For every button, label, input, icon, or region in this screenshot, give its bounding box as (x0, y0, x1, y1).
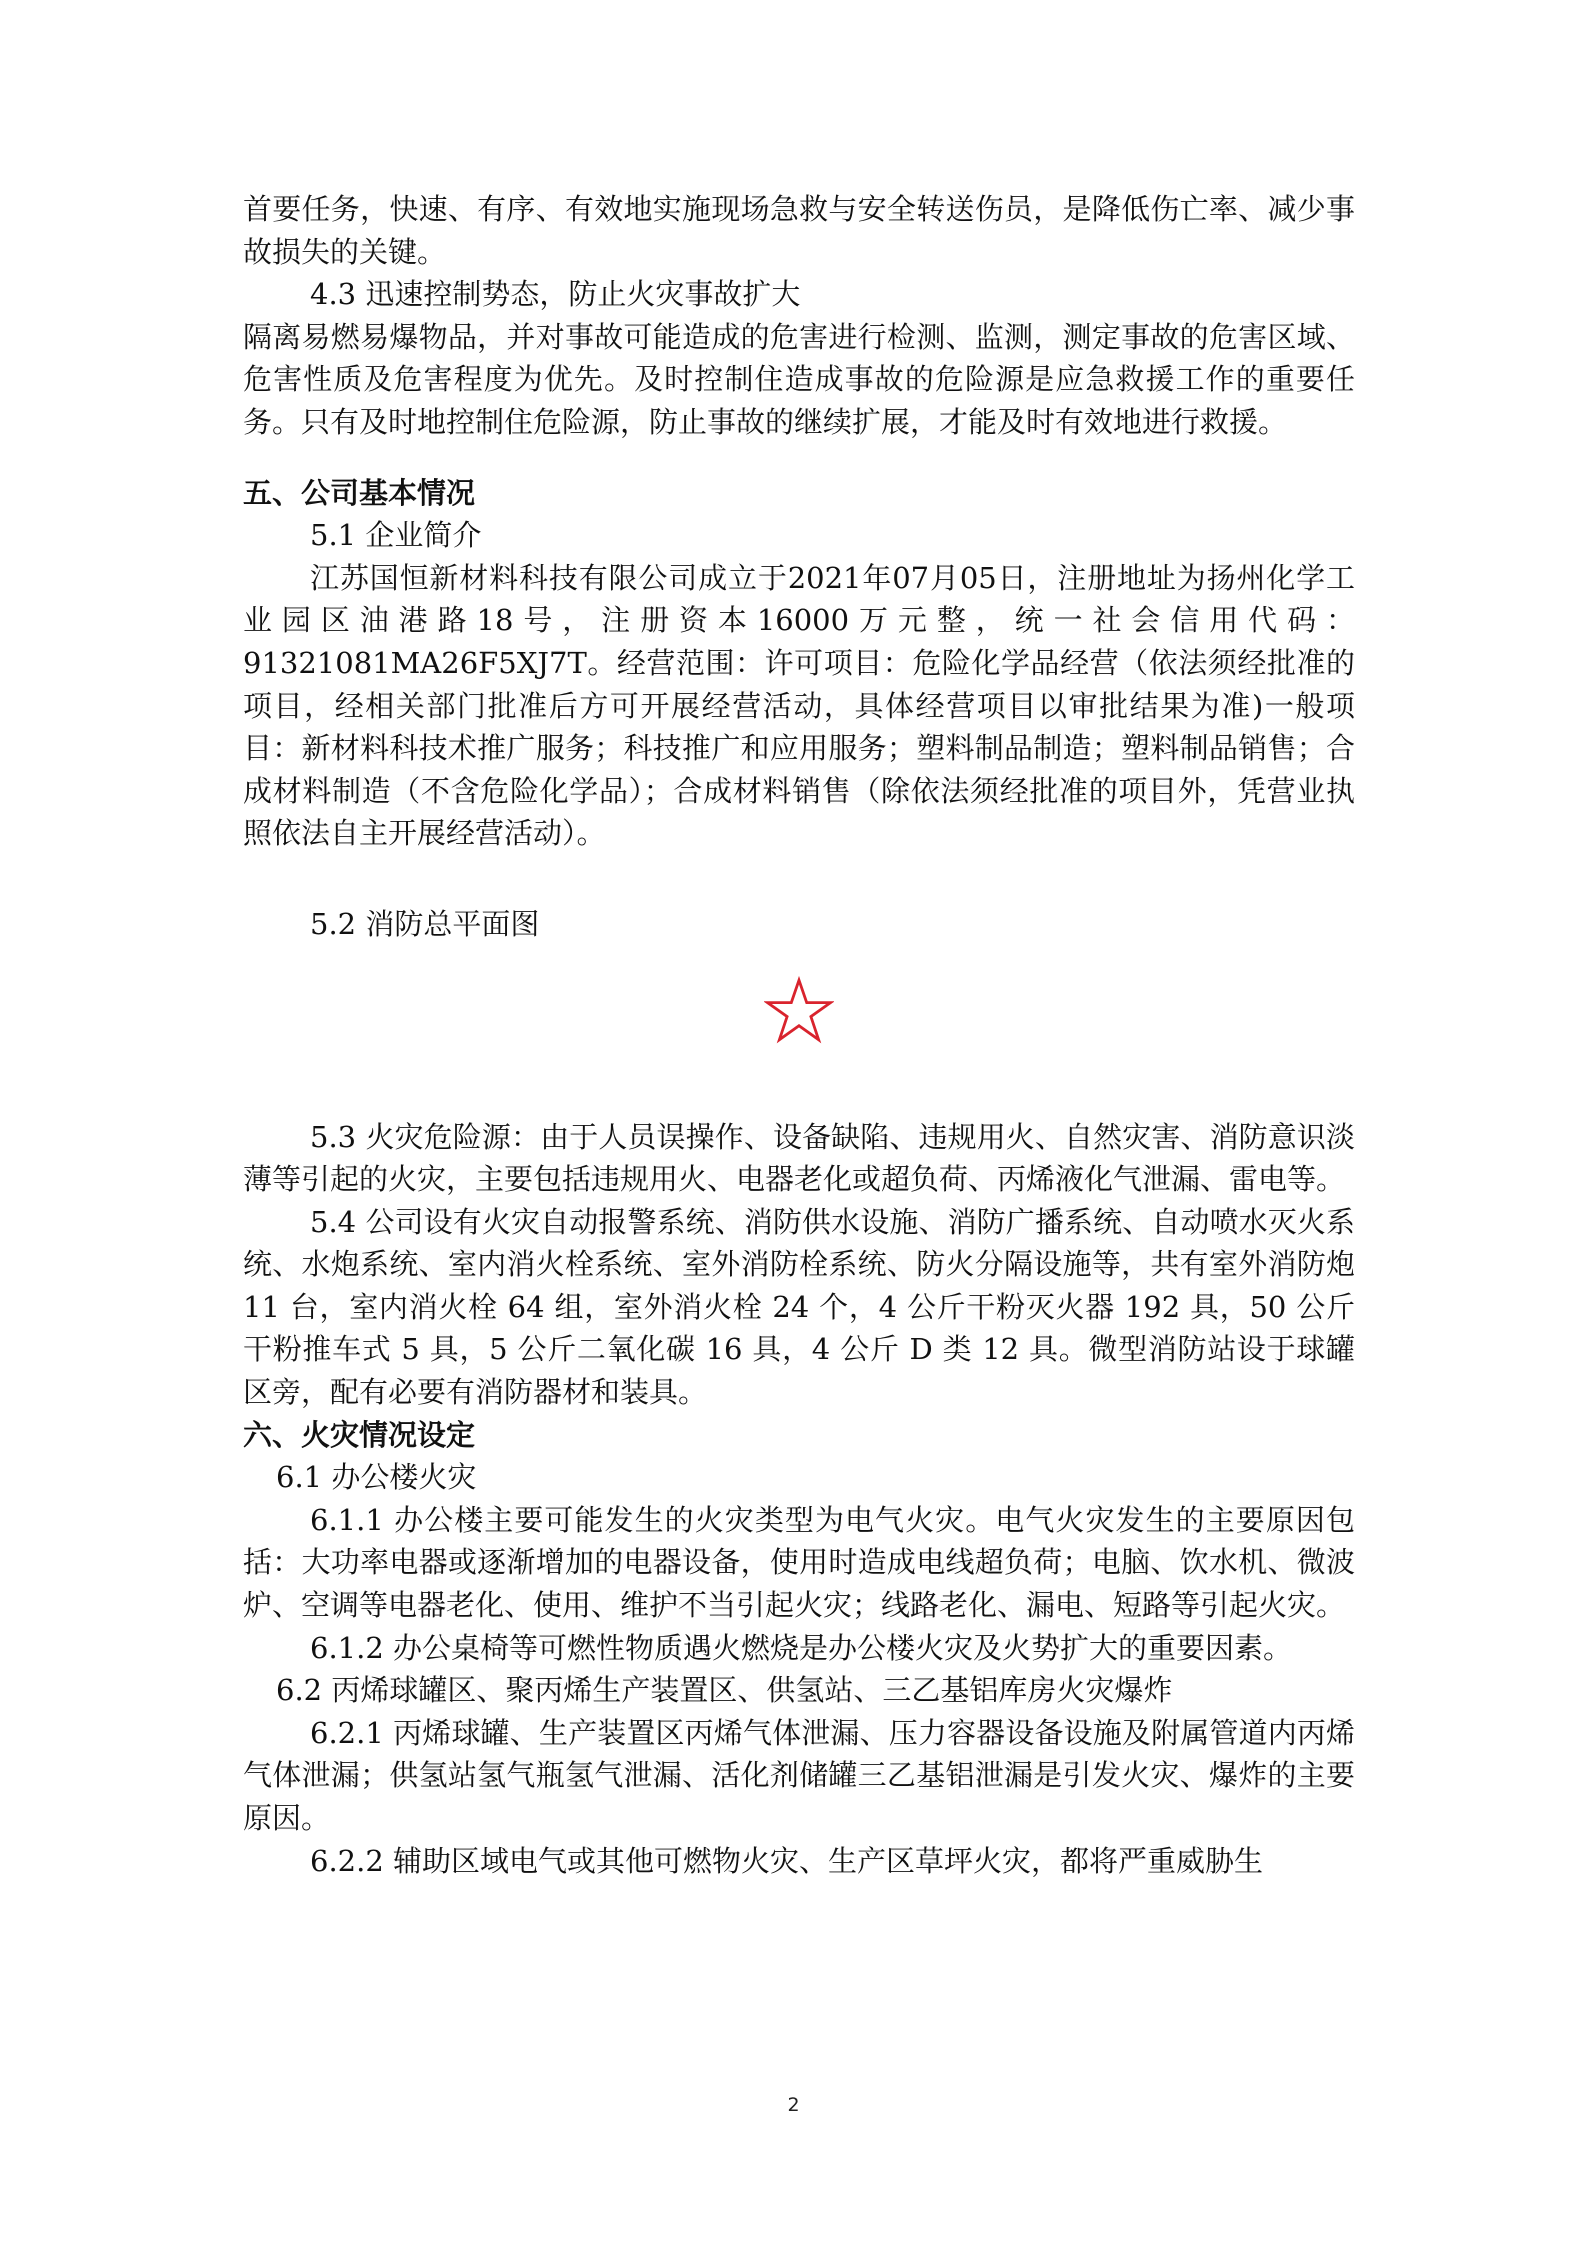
document-body (243, 188, 1355, 1882)
paragraph-company-profile: 江苏国恒新材料科技有限公司成立于2021年07月05日，注册地址为扬州化学工业园区油港路18号，注册资本16000万元整，统一社会信用代码：91321081MA26F5XJ7T。经营范围：许可项目：危险化学品经营（依法须经批准的项目，经相关部门批准后方可开展经营活动，具体经营项目以审批结果为准)一般项目：新材料科技术推广服务；科技推广和应用服务；塑料制品制造；塑料制品销售；合成材料制造（不含危险化学品）；合成材料销售（除依法须经批准的项目外，凭营业执照依法自主开展经营活动）。 (243, 560, 1355, 851)
paragraph-fire-facilities: 5.4 公司设有火灾自动报警系统、消防供水设施、消防广播系统、自动喷水灭火系统、水炮系统、室内消火栓系统、室外消防栓系统、防火分隔设施等，共有室外消防炮 11 台，室内消火栓 64 组，室外消火栓 24 个，4 公斤干粉灭火器 192 具，50 公斤干粉推车式 5 具，5 公斤二氧化碳 16 具，4 公斤 D 类 12 具。微型消防站设于球罐区旁，配有必要有消防器材和装具。 (243, 1204, 1355, 1410)
section-4-3-heading: 4.3 迅速控制势态，防止火灾事故扩大 (310, 277, 801, 312)
paragraph-propylene-leak: 6.2.1 丙烯球罐、生产装置区丙烯气体泄漏、压力容器设备设施及附属管道内丙烯气体泄漏；供氢站氢气瓶氢气泄漏、活化剂储罐三乙基铝泄漏是引发火灾、爆炸的主要原因。 (243, 1715, 1355, 1835)
paragraph-office-electrical-fire: 6.1.1 办公楼主要可能发生的火灾类型为电气火灾。电气火灾发生的主要原因包括：大功率电器或逐渐增加的电器设备，使用时造成电线超负荷；电脑、饮水机、微波炉、空调等电器老化、使用、维护不当引起火灾；线路老化、漏电、短路等引起火灾。 (243, 1502, 1355, 1623)
paragraph-fire-hazard-sources: 5.3 火灾危险源：由于人员误操作、设备缺陷、违规用火、自然灾害、消防意识淡薄等引起的火灾，主要包括违规用火、电器老化或超负荷、丙烯液化气泄漏、雷电等。 (243, 1119, 1355, 1197)
page-number: 2 (787, 2094, 800, 2116)
paragraph-control-situation: 隔离易燃易爆物品，并对事故可能造成的危害进行检测、监测，测定事故的危害区域、危害性质及危害程度为优先。及时控制住造成事故的危险源是应急救援工作的重要任务。只有及时地控制住危险源，防止事故的继续扩展，才能及时有效地进行救援。 (243, 319, 1355, 439)
section-6-heading: 六、火灾情况设定 (243, 1417, 476, 1452)
section-5-2-heading: 5.2 消防总平面图 (310, 906, 540, 941)
section-6-1-heading: 6.1 办公楼火灾 (276, 1460, 477, 1495)
section-5-1-heading: 5.1 企业简介 (310, 518, 482, 553)
section-6-2-heading: 6.2 丙烯球罐区、聚丙烯生产装置区、供氢站、三乙基铝库房火灾爆炸 (276, 1673, 1173, 1708)
paragraph-rescue-priority: 首要任务，快速、有序、有效地实施现场急救与安全转送伤员，是降低伤亡率、减少事故损失的关键。 (243, 192, 1355, 269)
section-5-heading: 五、公司基本情况 (243, 475, 476, 510)
red-star-outline-icon (764, 976, 834, 1046)
paragraph-auxiliary-area-fire: 6.2.2 辅助区域电气或其他可燃物火灾、生产区草坪火灾，都将严重威胁生 (310, 1843, 1264, 1878)
paragraph-office-combustibles: 6.1.2 办公桌椅等可燃性物质遇火燃烧是办公楼火灾及火势扩大的重要因素。 (310, 1630, 1293, 1665)
